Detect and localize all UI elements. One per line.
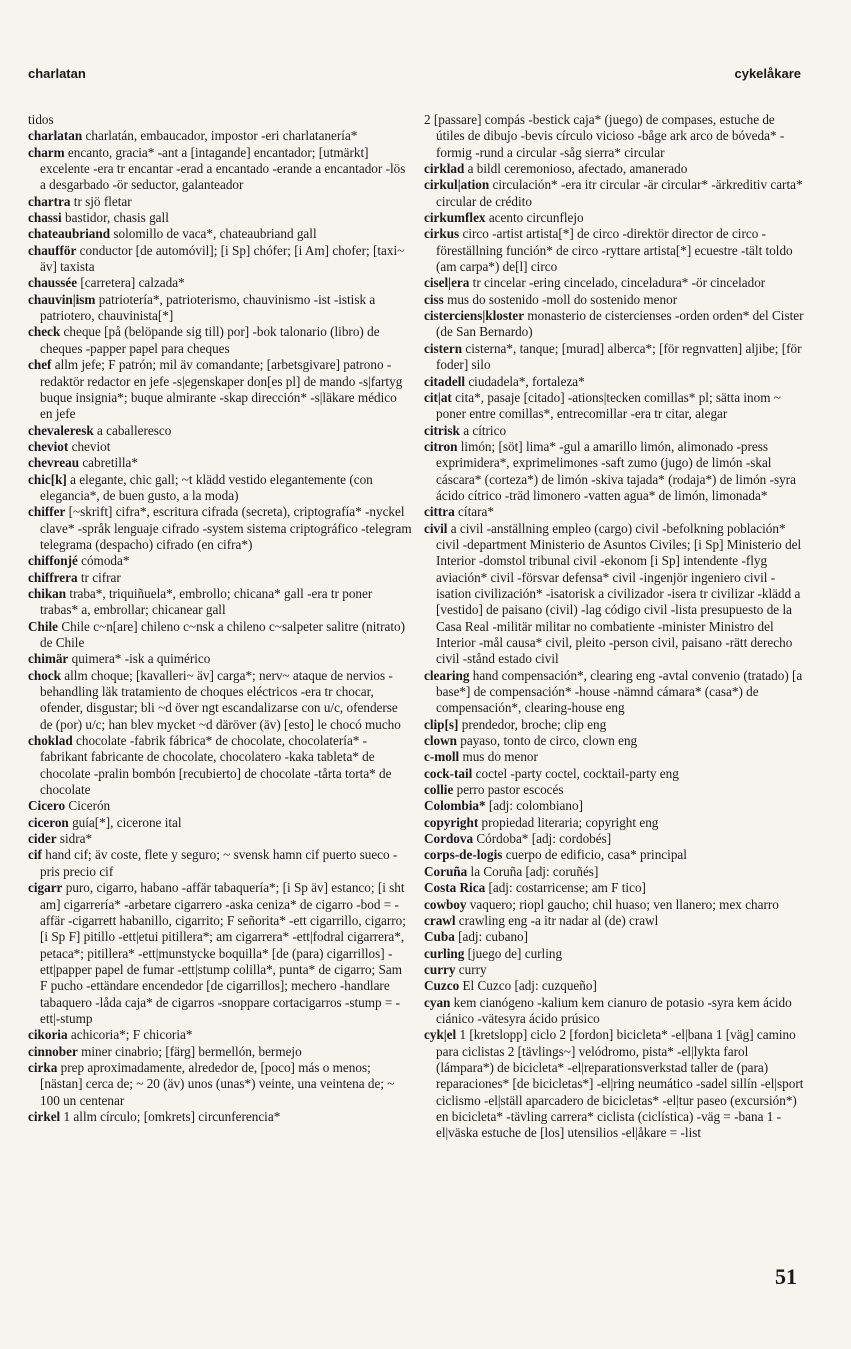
entry-headword: c-moll	[424, 749, 460, 765]
entry-definition: prep aproximadamente, alrededor de, [poco] más o menos; [nästan] cerca de; ~ 20 (äv) unos (unas*) veinte, una veintena de; ~ 100 un centenar	[40, 1059, 395, 1108]
entry-definition: monasterio de cistercienses -orden orden* del Cister (de San Bernardo)	[436, 308, 804, 340]
dictionary-entry	[28, 128, 412, 144]
entry-headword: copyright	[424, 814, 479, 830]
entry-headword: Coruña	[424, 863, 468, 879]
entry-definition: crawling eng -a itr nadar al (de) crawl	[458, 912, 659, 928]
dictionary-entry	[424, 782, 805, 798]
entry-definition: a civil -anställning empleo (cargo) civil -befolkning población* civil -department Ministerio de Asuntos Civiles; [i Sp] Ministerio del Interior -domstol tribunal civil -ekonom [i Sp] intendente -flyg aviación* civil -försvar defensa* civil -ingenjör ingeniero civil -isation civilización* -isatorisk a civilizador -isera tr civilizar -klädd a [vestido] de paisano (civil) -lag código civil -lista presupuesto de la Casa Real -militär militar no combatiente -minister Ministro del Interior -mål causa* civil, pleito -person civil, paisano -rätt derecho civil -stånd estado civil	[436, 520, 802, 667]
entry-headword: cittra	[424, 504, 455, 520]
entry-definition: quimera* -isk a quimérico	[71, 651, 211, 667]
entry-headword: cikoria	[28, 1027, 68, 1043]
entry-definition: cita*, pasaje [citado] -ations|tecken comillas* pl; sätta inom ~ poner entre comillas*, entrecomillar -era tr citar, alegar	[436, 389, 781, 422]
entry-headword: cigarr	[28, 880, 63, 896]
entry-headword: chiffer	[28, 504, 66, 520]
dictionary-entry	[424, 717, 805, 733]
dictionary-entry	[28, 226, 412, 242]
entry-definition: solomillo de vaca*, chateaubriand gall	[113, 226, 317, 242]
entry-definition: El Cuzco [adj: cuzqueño]	[462, 978, 597, 994]
entry-definition: cheviot	[71, 438, 111, 454]
entry-headword: cif	[28, 847, 42, 863]
entry-headword: ciss	[424, 291, 444, 307]
entry-headword: chic[k]	[28, 471, 67, 487]
entry-headword: cowboy	[424, 896, 467, 912]
entry-definition: [adj: costarricense; am F tico]	[488, 880, 646, 896]
entry-headword: cisel|era	[424, 275, 470, 291]
entry-headword: curling	[424, 945, 465, 961]
dictionary-entry	[424, 210, 805, 226]
dictionary-entry	[424, 504, 805, 520]
entry-definition: hand compensación*, clearing eng -avtal convenio (tratado) [a base*] de compensación* -house -nämnd cámara* (casa*) de compensación*, clearing-house eng	[436, 667, 803, 716]
entry-headword: cirkel	[28, 1108, 61, 1124]
entry-headword: chiffrera	[28, 569, 78, 585]
entry-definition: 1 [kretslopp] ciclo 2 [fordon] bicicleta* -el|bana 1 [väg] camino para ciclistas 2 [tävlings~] velódromo, pista* -el|lykta farol (lámpara*) de bicicleta* -el|reparationsverkstad taller de (para) reparaciones* [de bicicletas*] -el|ring neumático -sadel sillín -el|sport ciclismo -el|ställ aparcadero de bicicletas* -el|tur paseo (excursión*) en bicicleta* -tävling carrera* ciclista (ciclística) -väg = -bana 1 -el|väska estuche de [los] utensilios -el|åkare = -list	[436, 1027, 804, 1141]
running-head	[28, 66, 801, 86]
dictionary-entry	[28, 1109, 412, 1125]
dictionary-entry	[424, 929, 805, 945]
entry-headword: collie	[424, 782, 454, 798]
right-guide-word: cykelåkare	[734, 66, 801, 81]
dictionary-entry	[424, 880, 805, 896]
dictionary-entry	[28, 472, 412, 505]
entry-definition: cítara*	[458, 504, 494, 520]
dictionary-entry	[424, 275, 805, 291]
entry-headword: charm	[28, 144, 65, 160]
entry-headword: clown	[424, 733, 457, 749]
dictionary-entry	[28, 586, 412, 619]
dictionary-entry	[28, 504, 412, 553]
page-number: 51	[775, 1264, 797, 1289]
entry-headword: charlatan	[28, 128, 83, 144]
dictionary-entry	[424, 390, 805, 423]
dictionary-entry	[28, 815, 412, 831]
entry-definition: payaso, tonto de circo, clown eng	[460, 733, 638, 749]
entry-definition: a caballeresco	[96, 422, 172, 438]
entry-headword: Cicero	[28, 798, 66, 814]
entry-definition: puro, cigarro, habano -affär tabaquería*; [i Sp äv] estanco; [i sht am] cigarrería* -arbetare cigarrero -aska ceniza* de cigarro -bod = -affär -cigarrett habanillo, cigarrito; F señorita* -ett cigarrillo, cigarro; [i Sp F] pitillo -ett|etui pitillera*; am cigarrera* -ett|fodral cigarrera*, petaca*; pitillera* -ett|munstycke boquilla* [de (para) cigarrillos] -ett|papper papel de fumar -ett|stump colilla*, punta* de cigarro; Sam F pucho -ettändare encendedor [de cigarrillos]; mechero -handlare tabaquero -låda caja* de cigarros -snoppare cortacigarros -stump = -ett|-stump	[40, 880, 406, 1026]
entry-definition: Córdoba* [adj: cordobés]	[476, 831, 612, 847]
entry-headword: cit|at	[424, 389, 452, 405]
dictionary-entry	[28, 831, 412, 847]
dictionary-entry	[424, 995, 805, 1028]
entry-definition: chocolate -fabrik fábrica* de chocolate, chocolatería* -fabrikant fabricante de chocolate, chocolatero -kaka tableta* de chocolate -pralin bombón [recubierto] de chocolate -tårta torta* de chocolate	[40, 733, 392, 798]
entry-definition: propiedad literaria; copyright eng	[481, 814, 659, 830]
right-column	[424, 112, 805, 1142]
entry-definition: allm choque; [kavalleri~ äv] carga*; nerv~ ataque de nervios -behandling läk tratamiento de choques eléctricos -era tr chocar, ofender, disgustar; bli ~d över ngt escandalizarse con u/c, ofenderse de (por) u/c; han blev mycket ~d däröver (äv) [esto] le chocó mucho	[40, 667, 401, 732]
dictionary-entry	[28, 553, 412, 569]
dictionary-entry	[28, 112, 412, 128]
entry-headword: chef	[28, 357, 52, 373]
entry-headword: chimär	[28, 651, 69, 667]
entry-headword: check	[28, 324, 61, 340]
dictionary-entry	[424, 962, 805, 978]
entry-definition: tr sjö fletar	[73, 193, 132, 209]
entry-definition: [juego de] curling	[467, 945, 563, 961]
dictionary-entry	[424, 978, 805, 994]
entry-definition: cisterna*, tanque; [murad] alberca*; [för regnvatten] aljibe; [för foder] silo	[436, 340, 802, 373]
entry-definition: cheque [på (belöpande sig till) por] -bok talonario (libro) de cheques -papper papel para cheques	[40, 324, 380, 356]
entry-headword: citadell	[424, 373, 466, 389]
entry-definition: la Coruña [adj: coruñés]	[470, 863, 599, 879]
entry-definition: curry	[458, 961, 487, 977]
entry-definition: patriotería*, patrioterismo, chauvinismo -ist -istisk a patriotero, chauvinista[*]	[40, 291, 376, 324]
entry-headword: cider	[28, 831, 57, 847]
entry-definition: 1 allm círculo; [omkrets] circunferencia*	[63, 1108, 281, 1124]
dictionary-entry	[424, 341, 805, 374]
entry-definition: charlatán, embaucador, impostor -eri charlatanería*	[85, 128, 358, 144]
entry-definition: bastidor, chasis gall	[65, 210, 169, 226]
entry-headword: cheviot	[28, 438, 69, 454]
entry-definition: miner cinabrio; [färg] bermellón, bermejo	[81, 1043, 302, 1059]
dictionary-entry	[28, 733, 412, 798]
entry-definition: hand cif; äv coste, flete y seguro; ~ svensk hamn cif puerto sueco -pris precio cif	[40, 847, 398, 879]
entry-definition: Cicerón	[68, 798, 111, 814]
dictionary-entry	[28, 1060, 412, 1109]
entry-definition: acento circunflejo	[488, 210, 584, 226]
entry-headword: Cuzco	[424, 978, 460, 994]
entry-headword: curry	[424, 961, 456, 977]
dictionary-entry	[424, 668, 805, 717]
entry-headword: clip[s]	[424, 716, 459, 732]
entry-definition: 2 [passare] compás -bestick caja* (juego) de compases, estuche de útiles de dibujo -bevis círculo vicioso -båge ark arco de bóveda* -formig -rund a circular -såg sierra* circular	[424, 112, 785, 160]
entry-definition: achicoria*; F chicoria*	[70, 1027, 193, 1043]
entry-headword: crawl	[424, 912, 456, 928]
entry-definition: conductor [de automóvil]; [i Sp] chófer; [i Am] chofer; [taxi~ äv] taxista	[40, 242, 405, 275]
entry-headword: Costa Rica	[424, 880, 486, 896]
entry-definition: [carretera] calzada*	[80, 275, 185, 291]
entry-headword: chartra	[28, 193, 71, 209]
entry-definition: a cítrico	[463, 422, 507, 438]
entry-definition: circo -artist artista[*] de circo -direktör director de circo -föreställning función* de circo -ryttare artista[*] ecuestre -tält toldo (am carpa*) de[l] circo	[436, 226, 793, 275]
entry-definition: circulación* -era itr circular -är circular* -ärkreditiv carta* circular de crédito	[436, 177, 803, 209]
dictionary-entry	[424, 766, 805, 782]
dictionary-entry	[28, 243, 412, 276]
entry-definition: prendedor, broche; clip eng	[461, 716, 607, 732]
left-guide-word: charlatan	[28, 66, 86, 81]
entry-definition: Chile c~n[are] chileno c~nsk a chileno c~salpeter salitre (nitrato) de Chile	[40, 618, 405, 650]
entry-definition: tr cincelar -ering cincelado, cinceladura* -ör cincelador	[472, 275, 766, 291]
entry-headword: cyk|el	[424, 1027, 457, 1043]
entry-headword: chassi	[28, 210, 62, 226]
entry-headword: corps-de-logis	[424, 847, 503, 863]
dictionary-entry	[424, 521, 805, 668]
entry-headword: chateaubriand	[28, 226, 111, 242]
entry-definition: sidra*	[59, 831, 93, 847]
entry-definition: a elegante, chic gall; ~t klädd vestido elegantemente (con elegancia*, de buen gusto, a la moda)	[40, 471, 373, 503]
entry-headword: chiffonjé	[28, 553, 78, 569]
dictionary-entry	[28, 880, 412, 1027]
entry-definition: kem cianógeno -kalium kem cianuro de potasio -syra kem ácido ciánico -vätesyra ácido prúsico	[436, 994, 792, 1026]
entry-headword: cirka	[28, 1059, 58, 1075]
dictionary-entry	[424, 946, 805, 962]
dictionary-entry	[424, 161, 805, 177]
dictionary-entry	[424, 226, 805, 275]
dictionary-entry	[28, 194, 412, 210]
entry-headword: chauvin|ism	[28, 291, 96, 307]
dictionary-entry	[424, 847, 805, 863]
dictionary-entry	[424, 733, 805, 749]
entry-definition: mus do sostenido -moll do sostenido menor	[447, 291, 678, 307]
dictionary-entry	[28, 275, 412, 291]
entry-definition: limón; [söt] lima* -gul a amarillo limón, alimonado -press exprimidera*, exprimelimones -saft zumo (jugo) de limón -skal cáscara* (corteza*) de limón -skiva tajada* (rodaja*) de limón -syra ácido cítrico -träd limonero -vatten agua* de limón, limonada*	[436, 438, 796, 503]
entry-headword: cirklad	[424, 161, 465, 177]
entry-definition: allm jefe; F patrón; mil äv comandante; [arbetsgivare] patrono -redaktör redactor en jefe -s|egenskaper don[es pl] de mando -s|fartyg buque insignia*; buque almirante -skap dirección* -s|läkare médico en jefe	[40, 357, 403, 422]
entry-headword: citrisk	[424, 422, 460, 438]
entry-definition: vaquero; riopl gaucho; chil huaso; ven llanero; mex charro	[469, 896, 779, 912]
dictionary-entry	[28, 651, 412, 667]
dictionary-entry	[424, 1027, 805, 1141]
dictionary-entry	[28, 145, 412, 194]
entry-headword: chock	[28, 667, 61, 683]
entry-definition: tidos	[28, 112, 54, 127]
entry-headword: cirkumflex	[424, 210, 486, 226]
entry-definition: cabretilla*	[82, 455, 138, 471]
dictionary-entry	[28, 439, 412, 455]
entry-headword: Colombia*	[424, 798, 486, 814]
entry-headword: chaufför	[28, 242, 77, 258]
entry-headword: Cuba	[424, 929, 455, 945]
entry-headword: chevaleresk	[28, 422, 94, 438]
dictionary-entry	[424, 374, 805, 390]
entry-definition: coctel -party coctel, cocktail-party eng	[475, 765, 679, 781]
dictionary-entry	[28, 1044, 412, 1060]
dictionary-entry	[28, 210, 412, 226]
dictionary-entry	[424, 864, 805, 880]
entry-definition: encanto, gracia* -ant a [intagande] encantador; [utmärkt] excelente -era tr encantar -erad a encantado -erande a encantador -lös a desgarbado -ör seductor, galanteador	[40, 144, 406, 193]
entry-headword: Cordova	[424, 831, 474, 847]
dictionary-entry	[424, 423, 805, 439]
entry-definition: guía[*], cicerone ital	[72, 814, 182, 830]
entry-headword: choklad	[28, 733, 73, 749]
dictionary-entry	[424, 308, 805, 341]
left-column	[28, 112, 412, 1125]
dictionary-entry	[28, 619, 412, 652]
entry-headword: cock-tail	[424, 765, 473, 781]
dictionary-entry	[28, 570, 412, 586]
entry-headword: ciceron	[28, 814, 69, 830]
entry-headword: chaussée	[28, 275, 78, 291]
dictionary-entry	[424, 897, 805, 913]
entry-headword: cirkul|ation	[424, 177, 490, 193]
entry-headword: clearing	[424, 667, 470, 683]
entry-definition: ciudadela*, fortaleza*	[468, 373, 585, 389]
dictionary-entry	[28, 455, 412, 471]
entry-definition: a bildl ceremonioso, afectado, amanerado	[467, 161, 688, 177]
entry-headword: civil	[424, 520, 448, 536]
entry-headword: cyan	[424, 994, 451, 1010]
entry-definition: [adj: cubano]	[458, 929, 529, 945]
entry-definition: traba*, triquiñuela*, embrollo; chicana* gall -era tr poner trabas* a, embrollar; chicanear gall	[40, 585, 373, 618]
dictionary-entry	[28, 1027, 412, 1043]
dictionary-entry	[424, 292, 805, 308]
dictionary-entry	[28, 357, 412, 422]
dictionary-entry	[424, 112, 805, 161]
entry-headword: cinnober	[28, 1043, 78, 1059]
dictionary-entry	[28, 798, 412, 814]
entry-definition: perro pastor escocés	[456, 782, 564, 798]
dictionary-entry	[28, 847, 412, 880]
dictionary-entry	[28, 292, 412, 325]
entry-headword: citron	[424, 438, 458, 454]
entry-headword: cisterciens|kloster	[424, 308, 525, 324]
entry-headword: cirkus	[424, 226, 460, 242]
dictionary-entry	[424, 177, 805, 210]
entry-headword: cistern	[424, 340, 463, 356]
dictionary-entry	[28, 423, 412, 439]
entry-headword: chevreau	[28, 455, 80, 471]
dictionary-entry	[424, 913, 805, 929]
entry-definition: cuerpo de edificio, casa* principal	[505, 847, 687, 863]
dictionary-entry	[424, 815, 805, 831]
dictionary-entry	[28, 324, 412, 357]
dictionary-entry	[424, 439, 805, 504]
dictionary-entry	[424, 831, 805, 847]
dictionary-entry	[28, 668, 412, 733]
entry-definition: [~skrift] cifra*, escritura cifrada (secreta), criptografía* -nyckel clave* -språk lenguaje cifrado -system sistema criptográfico -telegram telegrama (despacho) cifrado (en cifra*)	[40, 504, 412, 552]
entry-headword: chikan	[28, 585, 67, 601]
entry-definition: [adj: colombiano]	[488, 798, 583, 814]
entry-headword: Chile	[28, 618, 59, 634]
dictionary-entry	[424, 749, 805, 765]
entry-definition: mus do menor	[462, 749, 538, 765]
entry-definition: cómoda*	[81, 553, 130, 569]
entry-definition: tr cifrar	[80, 569, 121, 585]
dictionary-entry	[424, 798, 805, 814]
